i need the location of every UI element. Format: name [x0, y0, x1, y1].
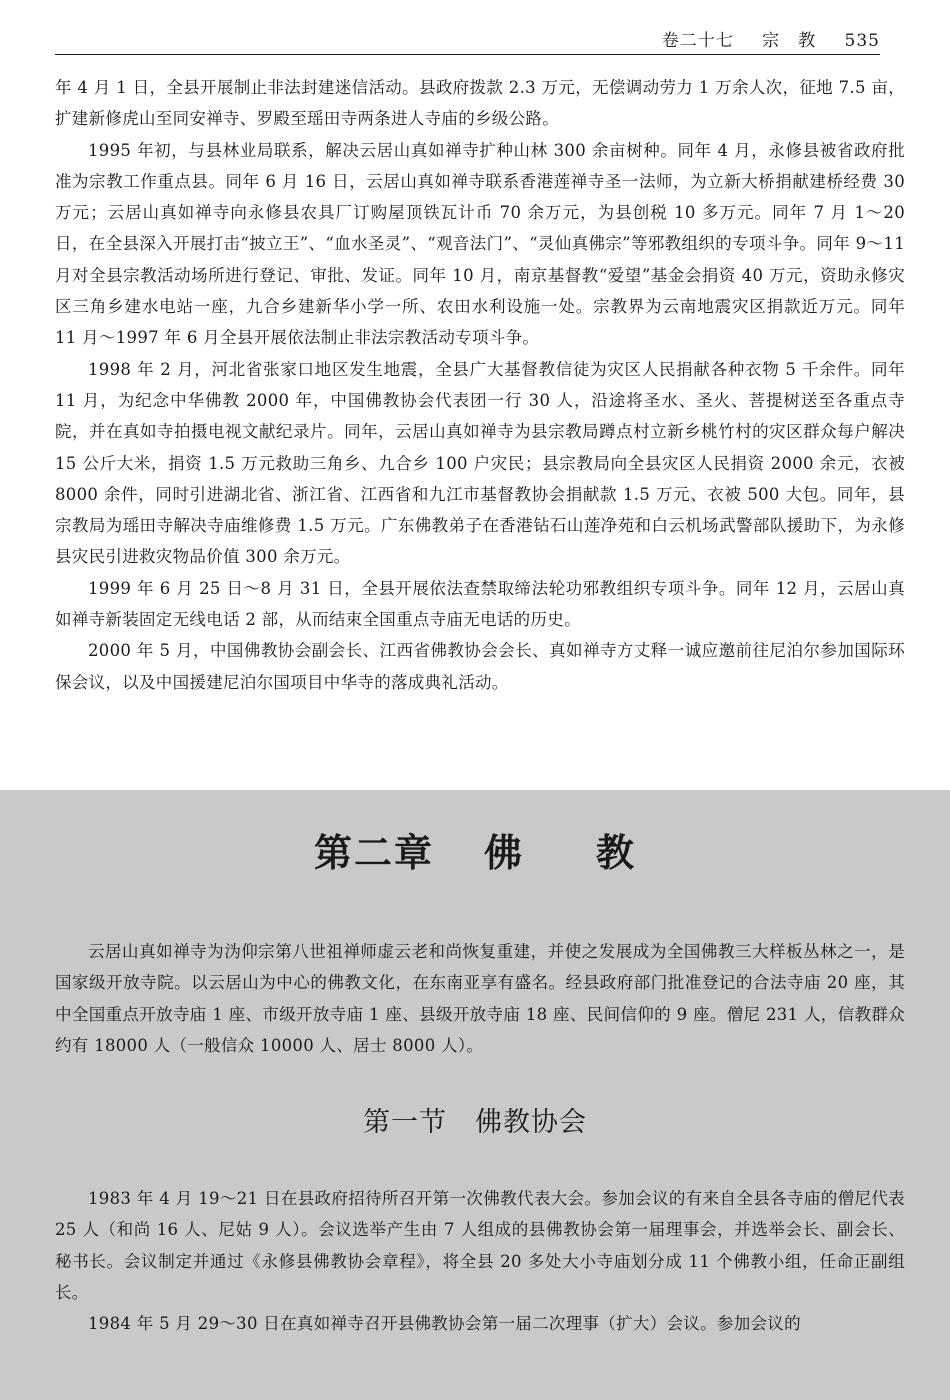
- chapter-title-part2: 教: [596, 831, 637, 875]
- paragraph-1998: 1998 年 2 月，河北省张家口地区发生地震，全县广大基督教信徒为灾区人民捐献各种衣物 5 千余件。同年 11 月，为纪念中华佛教 2000 年，中国佛教协会代表团一行 30 人，沿途将圣水、圣火、菩提树送至各重点寺院，并在真如寺拍摄电视文献纪录片。同年，云居山真如禅寺为县宗教局蹲点村立新乡桃竹村的灾区群众每户解决 15 公斤大米，捐资 1.5 万元救助三角乡、九合乡 100 户灾民；县宗教局向全县灾区人民捐资 2000 余元，衣被 8000 余件，同时引进湖北省、浙江省、江西省和九江市基督教协会捐献款 1.5 万元、衣被 500 大包。同年，县宗教局为瑶田寺解决寺庙维修费 1.5 万元。广东佛教弟子在香港钻石山莲净苑和白云机场武警部队援助下，为永修县灾民引进救灾物品价值 300 余万元。: [55, 359, 905, 567]
- paragraph-2000: 2000 年 5 月，中国佛教协会副会长、江西省佛教协会会长、真如禅寺方丈释一诚应邀前往尼泊尔参加国际环保会议，以及中国援建尼泊尔国项目中华寺的落成典礼活动。: [55, 641, 905, 692]
- paragraph-1995: 1995 年初，与县林业局联系，解决云居山真如禅寺扩种山林 300 余亩树种。同年 4 月，永修县被省政府批准为宗教工作重点县。同年 6 月 16 日，云居山真如禅寺联系香港莲禅寺圣一法师，为立新大桥捐献建桥经费 30 万元；云居山真如禅寺向永修县农具厂订购屋顶铁瓦计币 70 余万元，为县创税 10 多万元。同年 7 月 1～20 日，在全县深入开展打击“披立王”、“血水圣灵”、“观音法门”、“灵仙真佛宗”等邪教组织的专项斗争。同年 9～11 月对全县宗教活动场所进行登记、审批、发证。同年 10 月，南京基督教“爱望”基金会捐资 40 万元，资助永修灾区三角乡建水电站一座，九合乡建新华小学一所、农田水利设施一处。宗教界为云南地震灾区捐款近万元。同年 11 月～1997 年 6 月全县开展依法制止非法宗教活动专项斗争。: [55, 140, 905, 348]
- chapter-intro: 云居山真如禅寺为沩仰宗第八世祖禅师虚云老和尚恢复重建，并使之发展成为全国佛教三大样板丛林之一，是国家级开放寺院。以云居山为中心的佛教文化，在东南亚享有盛名。经县政府部门批准登记的合法寺庙 20 座，其中全国重点开放寺庙 1 座、市级开放寺庙 1 座、县级开放寺庙 18 座、民间信仰的 9 座。僧尼 231 人，信教群众约有 18000 人（一般信众 10000 人、居士 8000 人）。: [55, 942, 905, 1055]
- paragraph-continued: 年 4 月 1 日，全县开展制止非法封建迷信活动。县政府拨款 2.3 万元，无偿调动劳力 1 万余人次，征地 7.5 亩，扩建新修虎山至同安禅寺、罗殿至瑶田寺两条进人寺庙的乡级公路。: [55, 78, 905, 129]
- chapter-heading: [0, 822, 950, 877]
- section-heading: [0, 1100, 950, 1139]
- header-topic: 宗 教: [762, 31, 817, 51]
- section-title: 佛教协会: [475, 1107, 587, 1138]
- lower-text-block: [55, 1183, 905, 1339]
- upper-text-block: [55, 72, 905, 698]
- section-number: 第一节: [363, 1107, 447, 1138]
- chapter-title-part1: 佛: [483, 831, 524, 875]
- paragraph-1984: 1984 年 5 月 29～30 日在真如禅寺召开县佛教协会第一届二次理事（扩大）会议。参加会议的: [88, 1314, 801, 1334]
- chapter-intro-block: [55, 936, 905, 1061]
- header-volume: 卷二十七: [661, 31, 734, 51]
- paragraph-1983: 1983 年 4 月 19～21 日在县政府招待所召开第一次佛教代表大会。参加会议的有来自全县各寺庙的僧尼代表 25 人（和尚 16 人、尼姑 9 人）。会议选举产生由 7 人组成的县佛教协会第一届理事会，并选举会长、副会长、秘书长。会议制定并通过《永修县佛教协会章程》，将全县 20 多处大小寺庙划分成 11 个佛教小组，任命正副组长。: [55, 1189, 905, 1302]
- paragraph-1999: 1999 年 6 月 25 日～8 月 31 日，全县开展依法查禁取缔法轮功邪教组织专项斗争。同年 12 月，云居山真如禅寺新装固定无线电话 2 部，从而结束全国重点寺庙无电话的历史。: [55, 578, 905, 630]
- chapter-number: 第二章: [313, 831, 434, 875]
- header-page-number: 535: [844, 31, 880, 51]
- running-header: [55, 26, 880, 55]
